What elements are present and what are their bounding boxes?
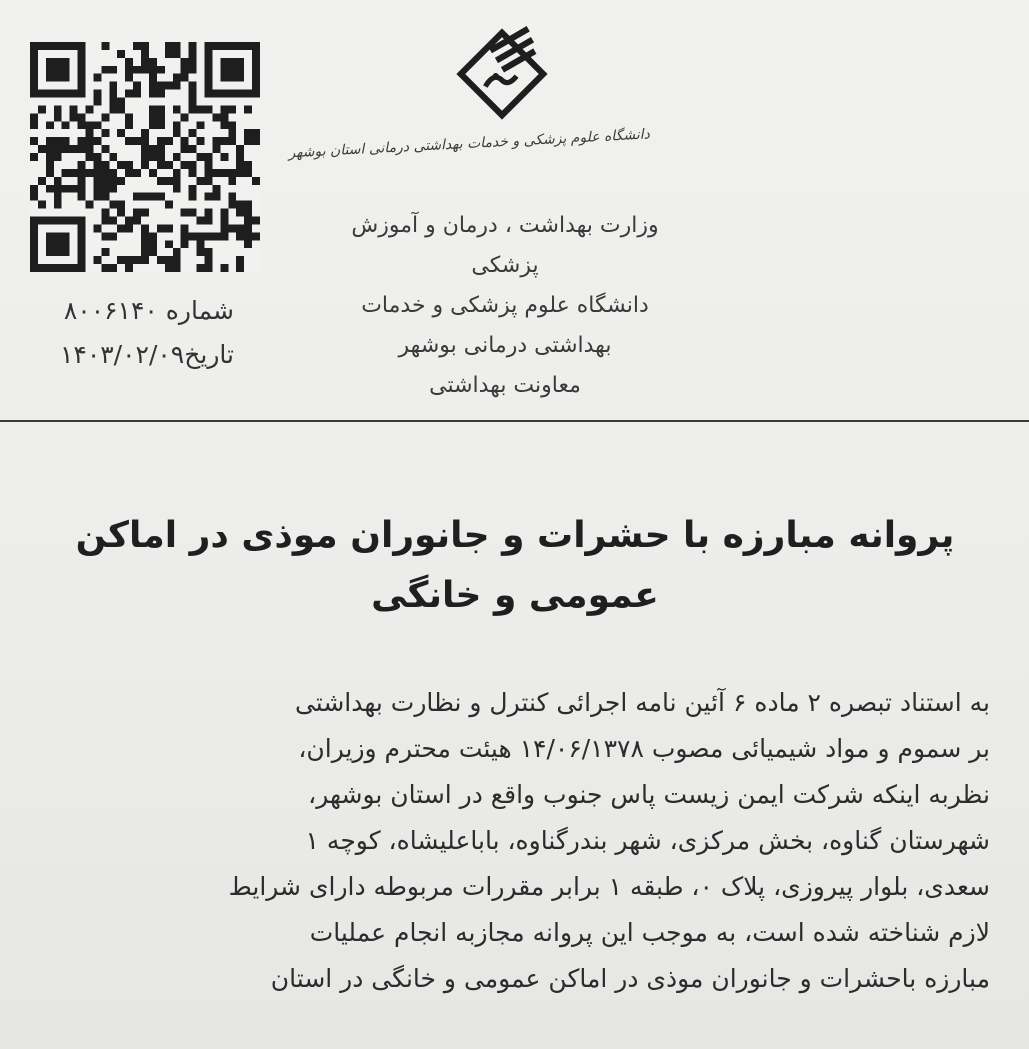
title-line: پروانه مبارزه با حشرات و جانوران موذی در اماکن [75,515,955,556]
letter-date-label: تاریخ [184,340,234,369]
letter-date-value: ۱۴۰۳/۰۲/۰۹ [59,340,185,369]
document-title [60,506,970,626]
ministry-line: بهداشتی درمانی بوشهر [398,333,612,358]
letter-date [22,340,234,369]
body-line: مبارزه باحشرات و جانوران موذی در اماکن عمومی و خانگی در استان [270,964,990,993]
document-body [30,680,990,1002]
ministry-line: پزشکی [471,253,539,278]
body-line: لازم شناخته شده است، به موجب این پروانه مجازبه انجام عملیات [309,918,990,947]
ministry-block [310,206,700,406]
letter-number-value: ۸۰۰۶۱۴۰ [63,296,158,325]
ministry-line: وزارت بهداشت ، درمان و آموزش [351,213,659,238]
ministry-line: دانشگاه علوم پزشکی و خدمات [361,293,649,318]
body-line: سعدی، بلوار پیروزی، پلاک ۰، طبقه ۱ برابر مقررات مربوطه دارای شرایط [228,872,990,901]
header-divider [0,420,1029,422]
body-line: به استناد تبصره ۲ ماده ۶ آئین نامه اجرائی کنترل و نظارت بهداشتی [294,688,990,717]
body-line: شهرستان گناوه، بخش مرکزی، شهر بندرگناوه، باباعلیشاه، کوچه ۱ [305,826,990,855]
university-logo-icon [450,22,554,126]
body-line: بر سموم و مواد شیمیائی مصوب ۱۴/۰۶/۱۳۷۸ هیئت محترم وزیران، [298,734,990,763]
letterhead [0,0,1029,424]
letter-number-label: شماره [165,296,234,325]
qr-code-icon [30,42,260,272]
ministry-line: معاونت بهداشتی [429,373,581,398]
logo-caption: دانشگاه علوم پزشکی و خدمات بهداشتی درمانی استان بوشهر [288,126,651,162]
title-line: عمومی و خانگی [371,575,659,616]
body-line: نظربه اینکه شرکت ایمن زیست پاس جنوب واقع در استان بوشهر، [308,780,990,809]
letter-number [34,296,234,325]
